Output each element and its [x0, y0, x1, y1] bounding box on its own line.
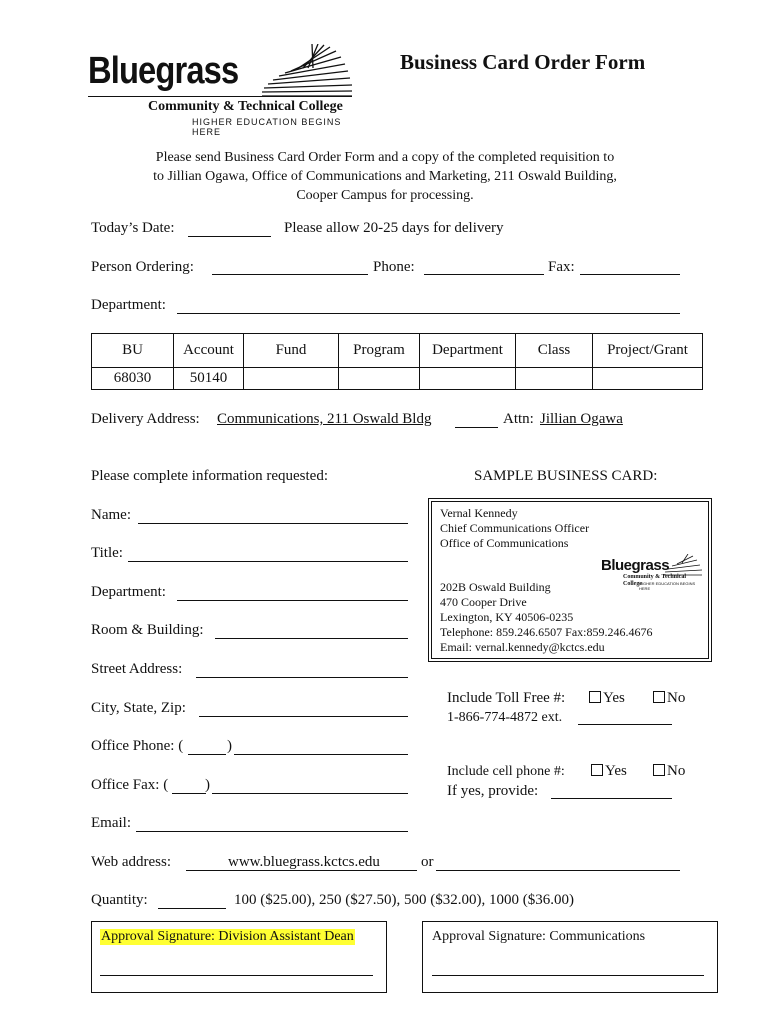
account-table-row: [92, 368, 703, 390]
table-header-bu: BU: [92, 334, 174, 368]
logo-wordmark: Bluegrass: [88, 50, 239, 92]
toll-free-label: Include Toll Free #:: [447, 690, 566, 706]
toll-free-no-label: No: [667, 690, 686, 706]
fax-label: Fax:: [548, 259, 575, 275]
info-department-label: Department:: [91, 584, 166, 600]
city-state-zip-field[interactable]: [199, 716, 408, 717]
delivery-address-label: Delivery Address:: [91, 411, 200, 427]
delivery-address-blank[interactable]: [455, 427, 498, 428]
office-phone-label: Office Phone: (: [91, 738, 184, 754]
info-heading: Please complete information requested:: [91, 468, 329, 484]
cell-phone-field[interactable]: [551, 798, 672, 799]
logo-rule: [88, 96, 352, 97]
table-header-department: Department: [420, 334, 516, 368]
web-or-label: or: [421, 854, 434, 870]
cell-yes-label: Yes: [605, 763, 627, 779]
toll-free-extension-field[interactable]: [578, 724, 672, 725]
web-address-value: www.bluegrass.kctcs.edu: [228, 854, 380, 870]
page-title: Business Card Order Form: [400, 50, 646, 74]
cell-no-checkbox[interactable]: [653, 764, 665, 776]
account-table: [91, 333, 703, 390]
person-ordering-label: Person Ordering:: [91, 259, 194, 275]
account-table-header-row: [92, 334, 703, 368]
web-alternate-field[interactable]: [436, 870, 680, 871]
sample-card-address-3: Lexington, KY 40506-0235: [440, 610, 574, 624]
sample-card-phone: Telephone: 859.246.6507 Fax:859.246.4676: [440, 625, 653, 639]
cell-project-grant[interactable]: [593, 368, 703, 390]
office-fax-paren-close: ): [205, 777, 210, 793]
sample-card-address-2: 470 Cooper Drive: [440, 595, 527, 609]
office-fax-label: Office Fax: (: [91, 777, 169, 793]
sample-card-office: Office of Communications: [440, 536, 569, 550]
phone-field[interactable]: [424, 274, 544, 275]
quantity-label: Quantity:: [91, 892, 148, 908]
cell-account[interactable]: 50140: [174, 368, 244, 390]
toll-free-yes-checkbox[interactable]: [589, 691, 601, 703]
dean-signature-label: Approval Signature: Division Assistant Dean: [101, 929, 354, 944]
todays-date-field[interactable]: [188, 236, 271, 237]
instructions-line-1: Please send Business Card Order Form and a copy of the completed requisition to: [155, 150, 615, 165]
office-phone-paren-close: ): [227, 738, 232, 754]
person-ordering-field[interactable]: [212, 274, 368, 275]
cell-no-label: No: [667, 763, 686, 779]
attn-value: Jillian Ogawa: [540, 411, 623, 427]
email-label: Email:: [91, 815, 131, 831]
attn-label: Attn:: [503, 411, 534, 427]
name-field[interactable]: [138, 523, 408, 524]
delivery-address-value: Communications, 211 Oswald Bldg: [217, 411, 432, 427]
room-building-label: Room & Building:: [91, 622, 204, 638]
sample-card-logo-word: Bluegrass: [601, 557, 670, 574]
cell-bu[interactable]: 68030: [92, 368, 174, 390]
fax-field[interactable]: [580, 274, 680, 275]
quantity-field[interactable]: [158, 908, 226, 909]
sample-card-logo-sub: Community & Technical College: [623, 574, 687, 587]
sample-card-heading: SAMPLE BUSINESS CARD:: [474, 468, 658, 484]
cell-class[interactable]: [516, 368, 593, 390]
cell-department[interactable]: [420, 368, 516, 390]
title-label: Title:: [91, 545, 123, 561]
office-phone-area-code-field[interactable]: [188, 754, 226, 755]
communications-signature-box: [422, 921, 718, 993]
sample-card-logo: [601, 554, 705, 590]
dean-signature-line[interactable]: [100, 975, 373, 976]
sample-card-title: Chief Communications Officer: [440, 521, 590, 535]
cell-yes-option[interactable]: [591, 763, 627, 780]
department-label: Department:: [91, 297, 166, 313]
instructions-line-2: to Jillian Ogawa, Office of Communications and Marketing, 211 Oswald Building,: [153, 169, 617, 184]
toll-free-no-option[interactable]: [653, 690, 685, 707]
email-field[interactable]: [136, 831, 408, 832]
table-header-project-grant: Project/Grant: [593, 334, 703, 368]
sample-card-email: Email: vernal.kennedy@kctcs.edu: [440, 640, 605, 654]
logo-subtitle: Community & Technical College: [148, 99, 343, 114]
communications-signature-line[interactable]: [432, 975, 704, 976]
cell-phone-label: Include cell phone #:: [447, 764, 565, 779]
instructions-line-3: Cooper Campus for processing.: [296, 188, 474, 203]
sample-business-card: [428, 498, 712, 662]
city-state-zip-label: City, State, Zip:: [91, 700, 186, 716]
web-address-label: Web address:: [91, 854, 172, 870]
phone-label: Phone:: [373, 259, 415, 275]
cell-yes-checkbox[interactable]: [591, 764, 603, 776]
info-department-field[interactable]: [177, 600, 408, 601]
cell-program[interactable]: [339, 368, 420, 390]
delivery-note: Please allow 20-25 days for delivery: [284, 220, 504, 236]
toll-free-number: 1-866-774-4872 ext.: [447, 710, 563, 725]
sample-card-name: Vernal Kennedy: [440, 506, 518, 520]
quantity-options: 100 ($25.00), 250 ($27.50), 500 ($32.00), 1000 ($36.00): [234, 892, 574, 908]
title-field[interactable]: [128, 561, 408, 562]
cell-no-option[interactable]: [653, 763, 685, 780]
office-fax-area-code-field[interactable]: [172, 793, 206, 794]
name-label: Name:: [91, 507, 131, 523]
table-header-class: Class: [516, 334, 593, 368]
toll-free-yes-label: Yes: [603, 690, 625, 706]
room-building-field[interactable]: [215, 638, 408, 639]
sample-card-logo-tag: HIGHER EDUCATION BEGINS HERE: [639, 581, 696, 591]
table-header-fund: Fund: [244, 334, 339, 368]
cell-fund[interactable]: [244, 368, 339, 390]
office-fax-field[interactable]: [212, 793, 408, 794]
logo-tagline: HIGHER EDUCATION BEGINS HERE: [192, 117, 342, 137]
instructions: [0, 148, 770, 205]
table-header-program: Program: [339, 334, 420, 368]
toll-free-no-checkbox[interactable]: [653, 691, 665, 703]
office-phone-field[interactable]: [234, 754, 408, 755]
sample-card-address-1: 202B Oswald Building: [440, 580, 551, 594]
toll-free-yes-option[interactable]: [589, 690, 625, 707]
college-logo: [88, 44, 360, 137]
sunburst-logo-icon: [248, 44, 358, 100]
department-field[interactable]: [177, 313, 680, 314]
cell-provide-label: If yes, provide:: [447, 783, 539, 799]
street-address-field[interactable]: [196, 677, 408, 678]
table-header-account: Account: [174, 334, 244, 368]
dean-signature-box: [91, 921, 387, 993]
street-address-label: Street Address:: [91, 661, 183, 677]
communications-signature-label: Approval Signature: Communications: [432, 929, 646, 944]
todays-date-label: Today’s Date:: [91, 220, 175, 236]
